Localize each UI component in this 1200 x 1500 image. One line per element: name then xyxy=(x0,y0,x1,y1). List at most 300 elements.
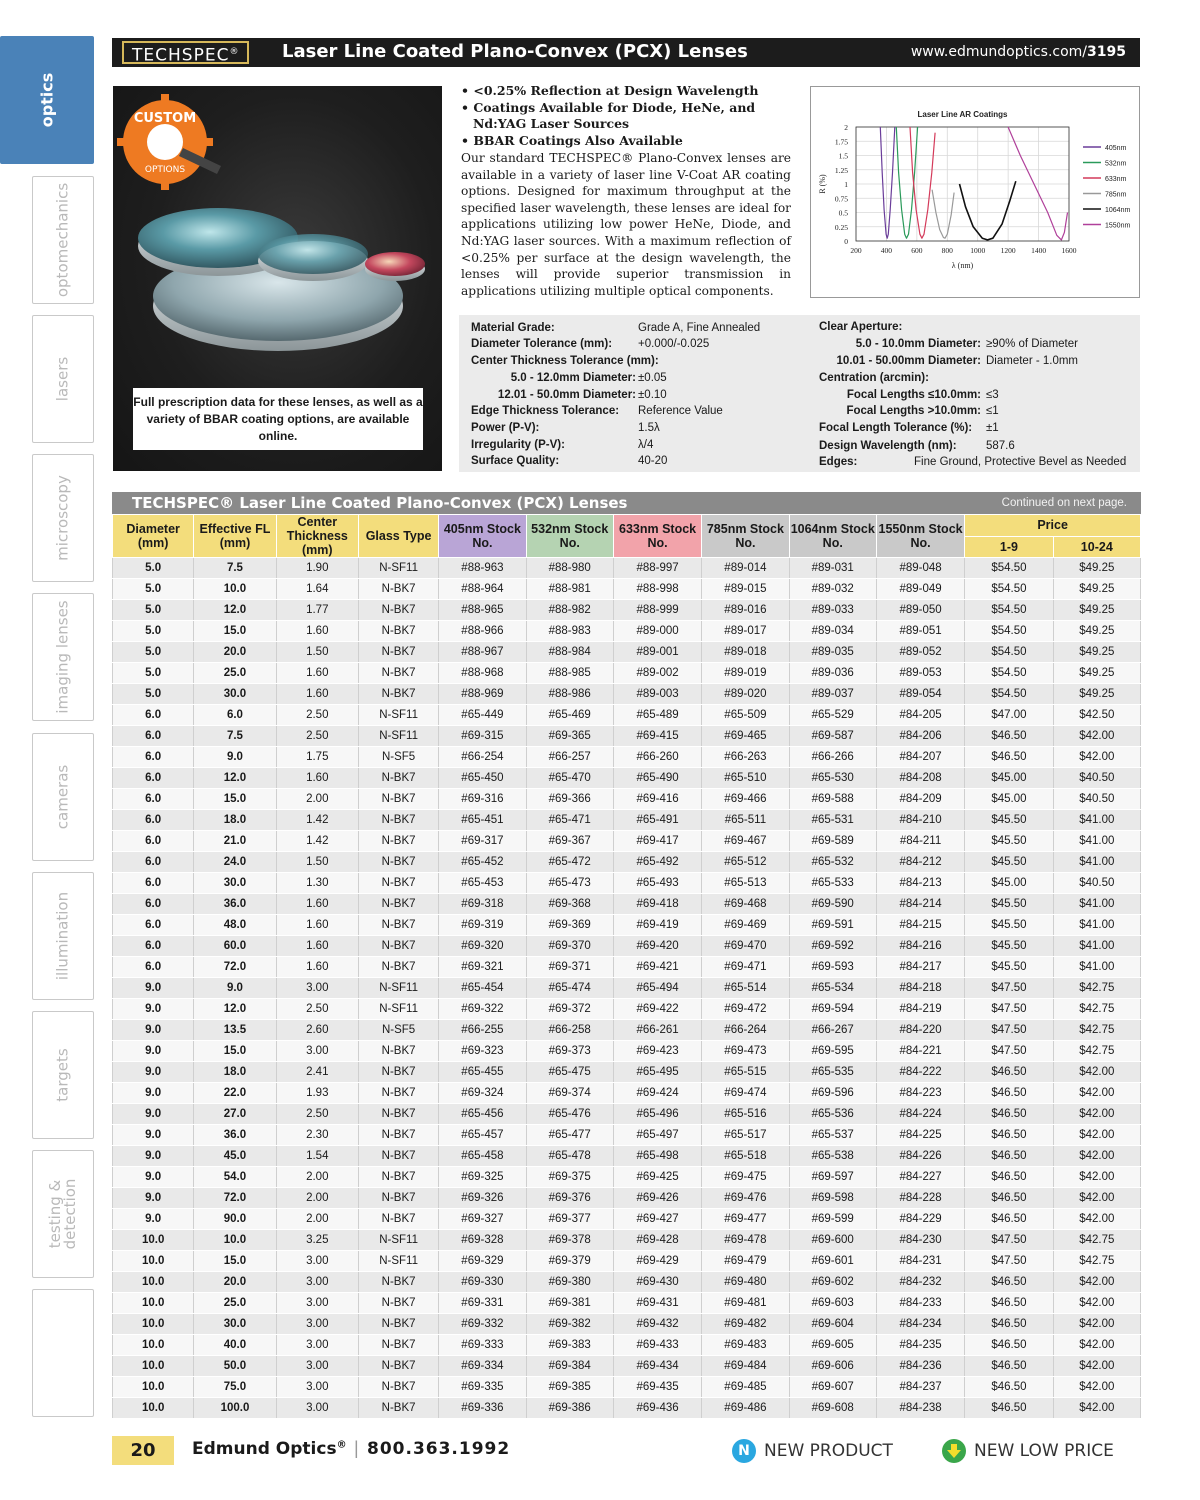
stock-number-cell[interactable]: #69-431 xyxy=(613,1293,701,1314)
stock-number-cell[interactable]: #88-968 xyxy=(439,663,526,684)
stock-number-cell[interactable]: #65-538 xyxy=(789,1146,876,1167)
stock-number-cell[interactable]: #89-049 xyxy=(876,579,964,600)
stock-number-cell[interactable]: #89-020 xyxy=(702,684,789,705)
stock-number-cell[interactable]: #84-235 xyxy=(876,1335,964,1356)
stock-number-cell[interactable]: #65-450 xyxy=(439,768,526,789)
stock-number-cell[interactable]: #89-051 xyxy=(876,621,964,642)
techspec-logo: TECHSPEC® xyxy=(122,41,249,64)
table-cell: 10.0 xyxy=(113,1272,194,1293)
col-header-ct: Center Thickness (mm) xyxy=(276,515,358,558)
stock-number-cell[interactable]: #69-469 xyxy=(702,915,789,936)
stock-number-cell[interactable]: #89-034 xyxy=(789,621,876,642)
spec-ct-large: 12.01 - 50.0mm Diameter: ±0.10 xyxy=(497,389,667,401)
nav-tab[interactable] xyxy=(32,315,94,443)
stock-number-cell[interactable]: #65-509 xyxy=(702,705,789,726)
table-cell: 1.60 xyxy=(276,768,358,789)
stock-number-cell[interactable]: #69-588 xyxy=(789,789,876,810)
stock-number-cell[interactable]: #69-607 xyxy=(789,1377,876,1398)
stock-number-cell[interactable]: #89-018 xyxy=(702,642,789,663)
stock-number-cell[interactable]: #69-316 xyxy=(439,789,526,810)
stock-number-cell[interactable]: #65-454 xyxy=(439,978,526,999)
stock-number-cell[interactable]: #69-375 xyxy=(526,1167,613,1188)
stock-number-cell[interactable]: #69-481 xyxy=(702,1293,789,1314)
stock-number-cell[interactable]: #65-537 xyxy=(789,1125,876,1146)
stock-number-cell[interactable]: #84-219 xyxy=(876,999,964,1020)
stock-number-cell[interactable]: #65-452 xyxy=(439,852,526,873)
nav-tab[interactable] xyxy=(32,1289,94,1417)
table-cell: 30.0 xyxy=(194,873,276,894)
nav-tab[interactable] xyxy=(32,593,94,721)
stock-number-cell[interactable]: #69-416 xyxy=(613,789,701,810)
stock-number-cell[interactable]: #66-267 xyxy=(789,1020,876,1041)
stock-number-cell[interactable]: #88-982 xyxy=(526,600,613,621)
stock-number-cell[interactable]: #84-226 xyxy=(876,1146,964,1167)
stock-number-cell[interactable]: #84-214 xyxy=(876,894,964,915)
custom-options-badge xyxy=(117,94,221,190)
stock-number-cell[interactable]: #89-003 xyxy=(613,684,701,705)
stock-number-cell[interactable]: #84-209 xyxy=(876,789,964,810)
stock-number-cell[interactable]: #69-485 xyxy=(702,1377,789,1398)
stock-number-cell[interactable]: #89-015 xyxy=(702,579,789,600)
feature-item: • <0.25% Reflection at Design Wavelength xyxy=(461,83,791,100)
table-cell: $45.00 xyxy=(965,873,1053,894)
stock-number-cell[interactable]: #69-429 xyxy=(613,1251,701,1272)
stock-number-cell[interactable]: #69-608 xyxy=(789,1398,876,1419)
x-tick-label: 1200 xyxy=(1000,246,1016,255)
stock-number-cell[interactable]: #69-435 xyxy=(613,1377,701,1398)
table-cell: $42.00 xyxy=(1053,1083,1140,1104)
stock-number-cell[interactable]: #69-432 xyxy=(613,1314,701,1335)
stock-number-cell[interactable]: #69-415 xyxy=(613,726,701,747)
stock-number-cell[interactable]: #84-218 xyxy=(876,978,964,999)
table-cell: $47.50 xyxy=(965,1041,1053,1062)
stock-number-cell[interactable]: #89-037 xyxy=(789,684,876,705)
stock-number-cell[interactable]: #69-433 xyxy=(613,1335,701,1356)
stock-number-cell[interactable]: #89-002 xyxy=(613,663,701,684)
stock-number-cell[interactable]: #69-478 xyxy=(702,1230,789,1251)
stock-number-cell[interactable]: #88-997 xyxy=(613,558,701,579)
stock-number-cell[interactable]: #84-220 xyxy=(876,1020,964,1041)
stock-number-cell[interactable]: #69-479 xyxy=(702,1251,789,1272)
table-cell: $40.50 xyxy=(1053,789,1140,810)
stock-number-cell[interactable]: #65-493 xyxy=(613,873,701,894)
stock-number-cell[interactable]: #65-478 xyxy=(526,1146,613,1167)
stock-number-cell[interactable]: #69-589 xyxy=(789,831,876,852)
stock-number-cell[interactable]: #84-237 xyxy=(876,1377,964,1398)
stock-number-cell[interactable]: #69-382 xyxy=(526,1314,613,1335)
stock-number-cell[interactable]: #69-371 xyxy=(526,957,613,978)
stock-number-cell[interactable]: #69-420 xyxy=(613,936,701,957)
stock-number-cell[interactable]: #65-490 xyxy=(613,768,701,789)
nav-tab[interactable] xyxy=(32,176,94,304)
stock-number-cell[interactable]: #69-317 xyxy=(439,831,526,852)
stock-number-cell[interactable]: #65-476 xyxy=(526,1104,613,1125)
stock-number-cell[interactable]: #69-370 xyxy=(526,936,613,957)
stock-number-cell[interactable]: #69-603 xyxy=(789,1293,876,1314)
stock-number-cell[interactable]: #69-597 xyxy=(789,1167,876,1188)
stock-number-cell[interactable]: #69-384 xyxy=(526,1356,613,1377)
stock-number-cell[interactable]: #69-383 xyxy=(526,1335,613,1356)
stock-number-cell[interactable]: #69-436 xyxy=(613,1398,701,1419)
stock-number-cell[interactable]: #65-472 xyxy=(526,852,613,873)
stock-number-cell[interactable]: #69-470 xyxy=(702,936,789,957)
stock-number-cell[interactable]: #88-980 xyxy=(526,558,613,579)
stock-number-cell[interactable]: #69-334 xyxy=(439,1356,526,1377)
table-cell: 2.00 xyxy=(276,1188,358,1209)
stock-number-cell[interactable]: #65-474 xyxy=(526,978,613,999)
stock-number-cell[interactable]: #84-215 xyxy=(876,915,964,936)
stock-number-cell[interactable]: #69-425 xyxy=(613,1167,701,1188)
stock-number-cell[interactable]: #65-517 xyxy=(702,1125,789,1146)
stock-number-cell[interactable]: #88-969 xyxy=(439,684,526,705)
stock-number-cell[interactable]: #69-368 xyxy=(526,894,613,915)
table-row xyxy=(113,1020,1141,1041)
nav-tab[interactable] xyxy=(32,733,94,861)
stock-number-cell[interactable]: #69-379 xyxy=(526,1251,613,1272)
spec-ct-small: 5.0 - 12.0mm Diameter: ±0.05 xyxy=(510,372,667,384)
stock-number-cell[interactable]: #84-221 xyxy=(876,1041,964,1062)
table-cell: $49.25 xyxy=(1053,600,1140,621)
stock-number-cell[interactable]: #69-369 xyxy=(526,915,613,936)
stock-number-cell[interactable]: #69-378 xyxy=(526,1230,613,1251)
stock-number-cell[interactable]: #89-050 xyxy=(876,600,964,621)
stock-number-cell[interactable]: #69-471 xyxy=(702,957,789,978)
stock-number-cell[interactable]: #88-964 xyxy=(439,579,526,600)
stock-number-cell[interactable]: #65-495 xyxy=(613,1062,701,1083)
stock-number-cell[interactable]: #89-000 xyxy=(613,621,701,642)
stock-number-cell[interactable]: #69-321 xyxy=(439,957,526,978)
stock-number-cell[interactable]: #65-535 xyxy=(789,1062,876,1083)
nav-tab[interactable] xyxy=(32,1011,94,1139)
stock-number-cell[interactable]: #69-424 xyxy=(613,1083,701,1104)
stock-number-cell[interactable]: #69-365 xyxy=(526,726,613,747)
stock-number-cell[interactable]: #66-266 xyxy=(789,747,876,768)
stock-number-cell[interactable]: #65-516 xyxy=(702,1104,789,1125)
stock-number-cell[interactable]: #88-986 xyxy=(526,684,613,705)
stock-number-cell[interactable]: #65-513 xyxy=(702,873,789,894)
stock-number-cell[interactable]: #69-417 xyxy=(613,831,701,852)
stock-number-cell[interactable]: #84-208 xyxy=(876,768,964,789)
nav-tab[interactable] xyxy=(32,454,94,582)
stock-number-cell[interactable]: #69-330 xyxy=(439,1272,526,1293)
stock-number-cell[interactable]: #88-998 xyxy=(613,579,701,600)
stock-number-cell[interactable]: #69-473 xyxy=(702,1041,789,1062)
stock-number-cell[interactable]: #84-213 xyxy=(876,873,964,894)
stock-number-cell[interactable]: #69-595 xyxy=(789,1041,876,1062)
stock-number-cell[interactable]: #69-480 xyxy=(702,1272,789,1293)
stock-number-cell[interactable]: #84-228 xyxy=(876,1188,964,1209)
legend-label: 785nm xyxy=(1105,191,1127,199)
table-cell: 9.0 xyxy=(113,1188,194,1209)
product-url-link[interactable]: www.edmundoptics.com/3195 xyxy=(910,44,1126,60)
stock-number-cell[interactable]: #69-594 xyxy=(789,999,876,1020)
stock-number-cell[interactable]: #89-036 xyxy=(789,663,876,684)
page-title: Laser Line Coated Plano-Convex (PCX) Lenses xyxy=(282,41,748,62)
stock-number-cell[interactable]: #69-377 xyxy=(526,1209,613,1230)
stock-number-cell[interactable]: #69-322 xyxy=(439,999,526,1020)
stock-number-cell[interactable]: #69-483 xyxy=(702,1335,789,1356)
stock-number-cell[interactable]: #65-489 xyxy=(613,705,701,726)
stock-number-cell[interactable]: #89-035 xyxy=(789,642,876,663)
stock-number-cell[interactable]: #65-536 xyxy=(789,1104,876,1125)
stock-number-cell[interactable]: #89-033 xyxy=(789,600,876,621)
stock-number-cell[interactable]: #69-327 xyxy=(439,1209,526,1230)
table-cell: N-SF11 xyxy=(358,1251,438,1272)
stock-number-cell[interactable]: #65-530 xyxy=(789,768,876,789)
stock-number-cell[interactable]: #88-963 xyxy=(439,558,526,579)
stock-number-cell[interactable]: #69-591 xyxy=(789,915,876,936)
table-cell: 20.0 xyxy=(194,1272,276,1293)
stock-number-cell[interactable]: #65-453 xyxy=(439,873,526,894)
stock-number-cell[interactable]: #84-210 xyxy=(876,810,964,831)
stock-number-cell[interactable]: #88-985 xyxy=(526,663,613,684)
stock-number-cell[interactable]: #69-590 xyxy=(789,894,876,915)
stock-number-cell[interactable]: #69-592 xyxy=(789,936,876,957)
stock-number-cell[interactable]: #69-604 xyxy=(789,1314,876,1335)
stock-number-cell[interactable]: #69-486 xyxy=(702,1398,789,1419)
table-cell: 18.0 xyxy=(194,1062,276,1083)
stock-number-cell[interactable]: #69-587 xyxy=(789,726,876,747)
stock-number-cell[interactable]: #89-001 xyxy=(613,642,701,663)
stock-number-cell[interactable]: #69-466 xyxy=(702,789,789,810)
stock-number-cell[interactable]: #84-206 xyxy=(876,726,964,747)
stock-number-cell[interactable]: #65-514 xyxy=(702,978,789,999)
stock-number-cell[interactable]: #65-534 xyxy=(789,978,876,999)
stock-number-cell[interactable]: #65-518 xyxy=(702,1146,789,1167)
stock-number-cell[interactable]: #69-333 xyxy=(439,1335,526,1356)
nav-tab[interactable] xyxy=(0,36,94,164)
stock-number-cell[interactable]: #65-494 xyxy=(613,978,701,999)
stock-number-cell[interactable]: #69-601 xyxy=(789,1251,876,1272)
stock-number-cell[interactable]: #89-019 xyxy=(702,663,789,684)
stock-number-cell[interactable]: #69-430 xyxy=(613,1272,701,1293)
stock-number-cell[interactable]: #69-602 xyxy=(789,1272,876,1293)
stock-number-cell[interactable]: #69-427 xyxy=(613,1209,701,1230)
stock-number-cell[interactable]: #69-600 xyxy=(789,1230,876,1251)
stock-number-cell[interactable]: #69-423 xyxy=(613,1041,701,1062)
stock-number-cell[interactable]: #84-233 xyxy=(876,1293,964,1314)
stock-number-cell[interactable]: #69-323 xyxy=(439,1041,526,1062)
stock-number-cell[interactable]: #88-983 xyxy=(526,621,613,642)
stock-number-cell[interactable]: #88-967 xyxy=(439,642,526,663)
stock-number-cell[interactable]: #69-598 xyxy=(789,1188,876,1209)
stock-number-cell[interactable]: #89-048 xyxy=(876,558,964,579)
table-row xyxy=(113,558,1141,579)
stock-number-cell[interactable]: #65-471 xyxy=(526,810,613,831)
stock-number-cell[interactable]: #65-533 xyxy=(789,873,876,894)
series-line xyxy=(910,127,935,238)
stock-number-cell[interactable]: #65-510 xyxy=(702,768,789,789)
stock-number-cell[interactable]: #66-263 xyxy=(702,747,789,768)
stock-number-cell[interactable]: #69-320 xyxy=(439,936,526,957)
stock-number-cell[interactable]: #65-469 xyxy=(526,705,613,726)
stock-number-cell[interactable]: #69-606 xyxy=(789,1356,876,1377)
stock-number-cell[interactable]: #69-467 xyxy=(702,831,789,852)
stock-number-cell[interactable]: #89-017 xyxy=(702,621,789,642)
nav-tab[interactable] xyxy=(32,1150,94,1278)
stock-number-cell[interactable]: #84-212 xyxy=(876,852,964,873)
stock-number-cell[interactable]: #69-373 xyxy=(526,1041,613,1062)
table-row xyxy=(113,1293,1141,1314)
stock-number-cell[interactable]: #69-319 xyxy=(439,915,526,936)
table-cell: $46.50 xyxy=(965,1377,1053,1398)
table-cell: 7.5 xyxy=(194,726,276,747)
stock-number-cell[interactable]: #65-455 xyxy=(439,1062,526,1083)
table-cell: $42.00 xyxy=(1053,1293,1140,1314)
stock-number-cell[interactable]: #69-593 xyxy=(789,957,876,978)
table-cell: $42.75 xyxy=(1053,1041,1140,1062)
stock-number-cell[interactable]: #65-470 xyxy=(526,768,613,789)
stock-number-cell[interactable]: #69-386 xyxy=(526,1398,613,1419)
table-row xyxy=(113,1335,1141,1356)
stock-number-cell[interactable]: #65-515 xyxy=(702,1062,789,1083)
stock-number-cell[interactable]: #89-053 xyxy=(876,663,964,684)
stock-number-cell[interactable]: #88-999 xyxy=(613,600,701,621)
stock-number-cell[interactable]: #69-484 xyxy=(702,1356,789,1377)
stock-number-cell[interactable]: #66-260 xyxy=(613,747,701,768)
stock-number-cell[interactable]: #89-032 xyxy=(789,579,876,600)
stock-number-cell[interactable]: #69-336 xyxy=(439,1398,526,1419)
table-cell: N-BK7 xyxy=(358,1041,438,1062)
stock-number-cell[interactable]: #69-366 xyxy=(526,789,613,810)
stock-number-cell[interactable]: #69-374 xyxy=(526,1083,613,1104)
stock-number-cell[interactable]: #89-031 xyxy=(789,558,876,579)
stock-number-cell[interactable]: #84-207 xyxy=(876,747,964,768)
stock-number-cell[interactable]: #69-332 xyxy=(439,1314,526,1335)
stock-number-cell[interactable]: #66-258 xyxy=(526,1020,613,1041)
stock-number-cell[interactable]: #89-014 xyxy=(702,558,789,579)
stock-number-cell[interactable]: #66-261 xyxy=(613,1020,701,1041)
product-photo xyxy=(113,86,442,471)
stock-number-cell[interactable]: #69-329 xyxy=(439,1251,526,1272)
stock-number-cell[interactable]: #69-367 xyxy=(526,831,613,852)
stock-number-cell[interactable]: #65-475 xyxy=(526,1062,613,1083)
stock-number-cell[interactable]: #88-981 xyxy=(526,579,613,600)
stock-number-cell[interactable]: #84-236 xyxy=(876,1356,964,1377)
y-tick-label: 1 xyxy=(844,180,848,189)
stock-number-cell[interactable]: #65-458 xyxy=(439,1146,526,1167)
stock-number-cell[interactable]: #69-422 xyxy=(613,999,701,1020)
stock-number-cell[interactable]: #69-331 xyxy=(439,1293,526,1314)
stock-number-cell[interactable]: #65-473 xyxy=(526,873,613,894)
stock-number-cell[interactable]: #65-498 xyxy=(613,1146,701,1167)
stock-number-cell[interactable]: #69-381 xyxy=(526,1293,613,1314)
stock-number-cell[interactable]: #65-451 xyxy=(439,810,526,831)
table-cell: $54.50 xyxy=(965,600,1053,621)
stock-number-cell[interactable]: #69-380 xyxy=(526,1272,613,1293)
stock-number-cell[interactable]: #84-222 xyxy=(876,1062,964,1083)
stock-number-cell[interactable]: #69-328 xyxy=(439,1230,526,1251)
stock-number-cell[interactable]: #69-376 xyxy=(526,1188,613,1209)
stock-number-cell[interactable]: #65-511 xyxy=(702,810,789,831)
table-cell: $42.00 xyxy=(1053,747,1140,768)
stock-number-cell[interactable]: #65-532 xyxy=(789,852,876,873)
stock-number-cell[interactable]: #69-385 xyxy=(526,1377,613,1398)
stock-number-cell[interactable]: #69-325 xyxy=(439,1167,526,1188)
stock-number-cell[interactable]: #69-475 xyxy=(702,1167,789,1188)
stock-number-cell[interactable]: #89-052 xyxy=(876,642,964,663)
stock-number-cell[interactable]: #69-419 xyxy=(613,915,701,936)
stock-number-cell[interactable]: #69-421 xyxy=(613,957,701,978)
stock-number-cell[interactable]: #84-211 xyxy=(876,831,964,852)
stock-number-cell[interactable]: #66-254 xyxy=(439,747,526,768)
stock-number-cell[interactable]: #84-229 xyxy=(876,1209,964,1230)
stock-number-cell[interactable]: #65-492 xyxy=(613,852,701,873)
stock-number-cell[interactable]: #65-529 xyxy=(789,705,876,726)
stock-number-cell[interactable]: #84-227 xyxy=(876,1167,964,1188)
stock-number-cell[interactable]: #69-324 xyxy=(439,1083,526,1104)
stock-number-cell[interactable]: #89-054 xyxy=(876,684,964,705)
stock-number-cell[interactable]: #69-474 xyxy=(702,1083,789,1104)
stock-number-cell[interactable]: #69-599 xyxy=(789,1209,876,1230)
stock-number-cell[interactable]: #69-372 xyxy=(526,999,613,1020)
stock-number-cell[interactable]: #69-477 xyxy=(702,1209,789,1230)
stock-number-cell[interactable]: #84-216 xyxy=(876,936,964,957)
stock-number-cell[interactable]: #69-428 xyxy=(613,1230,701,1251)
stock-number-cell[interactable]: #66-255 xyxy=(439,1020,526,1041)
stock-number-cell[interactable]: #69-335 xyxy=(439,1377,526,1398)
stock-number-cell[interactable]: #65-477 xyxy=(526,1125,613,1146)
stock-number-cell[interactable]: #69-315 xyxy=(439,726,526,747)
stock-number-cell[interactable]: #69-434 xyxy=(613,1356,701,1377)
table-row xyxy=(113,747,1141,768)
stock-number-cell[interactable]: #84-238 xyxy=(876,1398,964,1419)
stock-number-cell[interactable]: #69-418 xyxy=(613,894,701,915)
stock-number-cell[interactable]: #65-449 xyxy=(439,705,526,726)
stock-number-cell[interactable]: #65-531 xyxy=(789,810,876,831)
stock-number-cell[interactable]: #65-456 xyxy=(439,1104,526,1125)
stock-number-cell[interactable]: #69-468 xyxy=(702,894,789,915)
stock-number-cell[interactable]: #84-224 xyxy=(876,1104,964,1125)
stock-number-cell[interactable]: #65-491 xyxy=(613,810,701,831)
table-cell: $46.50 xyxy=(965,1398,1053,1419)
stock-number-cell[interactable]: #84-232 xyxy=(876,1272,964,1293)
stock-number-cell[interactable]: #88-966 xyxy=(439,621,526,642)
table-cell: $46.50 xyxy=(965,747,1053,768)
stock-number-cell[interactable]: #88-965 xyxy=(439,600,526,621)
stock-number-cell[interactable]: #69-318 xyxy=(439,894,526,915)
stock-number-cell[interactable]: #66-257 xyxy=(526,747,613,768)
table-cell: 6.0 xyxy=(113,873,194,894)
stock-number-cell[interactable]: #84-217 xyxy=(876,957,964,978)
stock-number-cell[interactable]: #89-016 xyxy=(702,600,789,621)
stock-number-cell[interactable]: #69-326 xyxy=(439,1188,526,1209)
stock-number-cell[interactable]: #66-264 xyxy=(702,1020,789,1041)
stock-number-cell[interactable]: #69-465 xyxy=(702,726,789,747)
stock-number-cell[interactable]: #84-205 xyxy=(876,705,964,726)
stock-number-cell[interactable]: #69-482 xyxy=(702,1314,789,1335)
nav-tab[interactable] xyxy=(32,872,94,1000)
stock-number-cell[interactable]: #84-230 xyxy=(876,1230,964,1251)
stock-number-cell[interactable]: #84-234 xyxy=(876,1314,964,1335)
stock-number-cell[interactable]: #69-426 xyxy=(613,1188,701,1209)
stock-number-cell[interactable]: #88-984 xyxy=(526,642,613,663)
lens-illustration xyxy=(113,86,442,386)
stock-number-cell[interactable]: #65-496 xyxy=(613,1104,701,1125)
stock-number-cell[interactable]: #69-596 xyxy=(789,1083,876,1104)
stock-number-cell[interactable]: #69-605 xyxy=(789,1335,876,1356)
stock-number-cell[interactable]: #84-231 xyxy=(876,1251,964,1272)
stock-number-cell[interactable]: #65-457 xyxy=(439,1125,526,1146)
stock-number-cell[interactable]: #69-476 xyxy=(702,1188,789,1209)
stock-number-cell[interactable]: #65-512 xyxy=(702,852,789,873)
stock-number-cell[interactable]: #84-223 xyxy=(876,1083,964,1104)
stock-number-cell[interactable]: #69-472 xyxy=(702,999,789,1020)
stock-number-cell[interactable]: #84-225 xyxy=(876,1125,964,1146)
table-row xyxy=(113,768,1141,789)
table-cell: $42.00 xyxy=(1053,1209,1140,1230)
stock-number-cell[interactable]: #65-497 xyxy=(613,1125,701,1146)
